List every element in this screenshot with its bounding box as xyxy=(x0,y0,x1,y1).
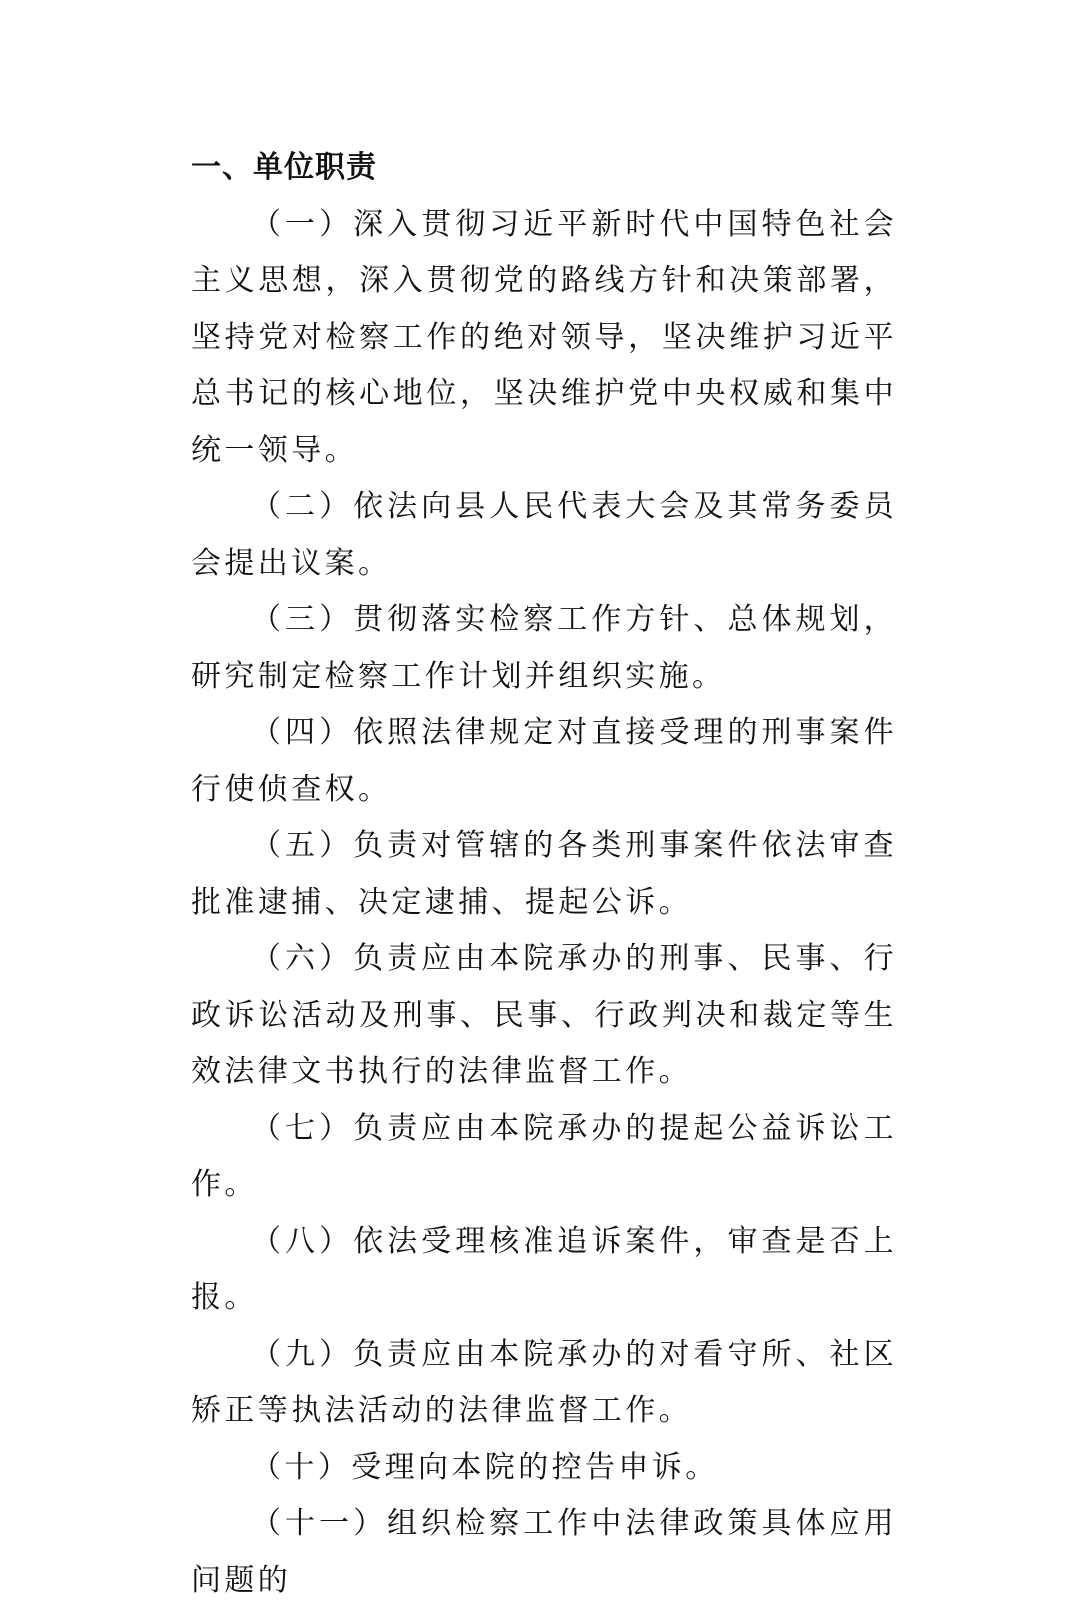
paragraph-6: （六）负责应由本院承办的刑事、民事、行政诉讼活动及刑事、民事、行政判决和裁定等生效法律文书执行的法律监督工作。 xyxy=(191,941,897,1089)
paragraph-2: （二）依法向县人民代表大会及其常务委员会提出议案。 xyxy=(191,489,897,581)
paragraph-3: （三）贯彻落实检察工作方针、总体规划，研究制定检察工作计划并组织实施。 xyxy=(191,602,897,694)
paragraph-1: （一）深入贯彻习近平新时代中国特色社会主义思想，深入贯彻党的路线方针和决策部署，坚持党对检察工作的绝对领导，坚决维护习近平总书记的核心地位，坚决维护党中央权威和集中统一领导。 xyxy=(191,206,897,468)
paragraph-10: （十）受理向本院的控告申诉。 xyxy=(251,1449,719,1485)
paragraph-11: （十一）组织检察工作中法律政策具体应用问题的 xyxy=(191,1506,897,1598)
paragraph-7: （七）负责应由本院承办的提起公益诉讼工作。 xyxy=(191,1110,897,1202)
paragraph-5: （五）负责对管辖的各类刑事案件依法审查批准逮捕、决定逮捕、提起公诉。 xyxy=(191,828,897,920)
section-heading: 一、单位职责 xyxy=(191,150,377,185)
document-body xyxy=(191,140,897,1609)
paragraph-9: （九）负责应由本院承办的对看守所、社区矫正等执法活动的法律监督工作。 xyxy=(191,1336,897,1428)
paragraph-8: （八）依法受理核准追诉案件，审查是否上报。 xyxy=(191,1223,897,1315)
paragraph-4: （四）依照法律规定对直接受理的刑事案件行使侦查权。 xyxy=(191,715,897,807)
